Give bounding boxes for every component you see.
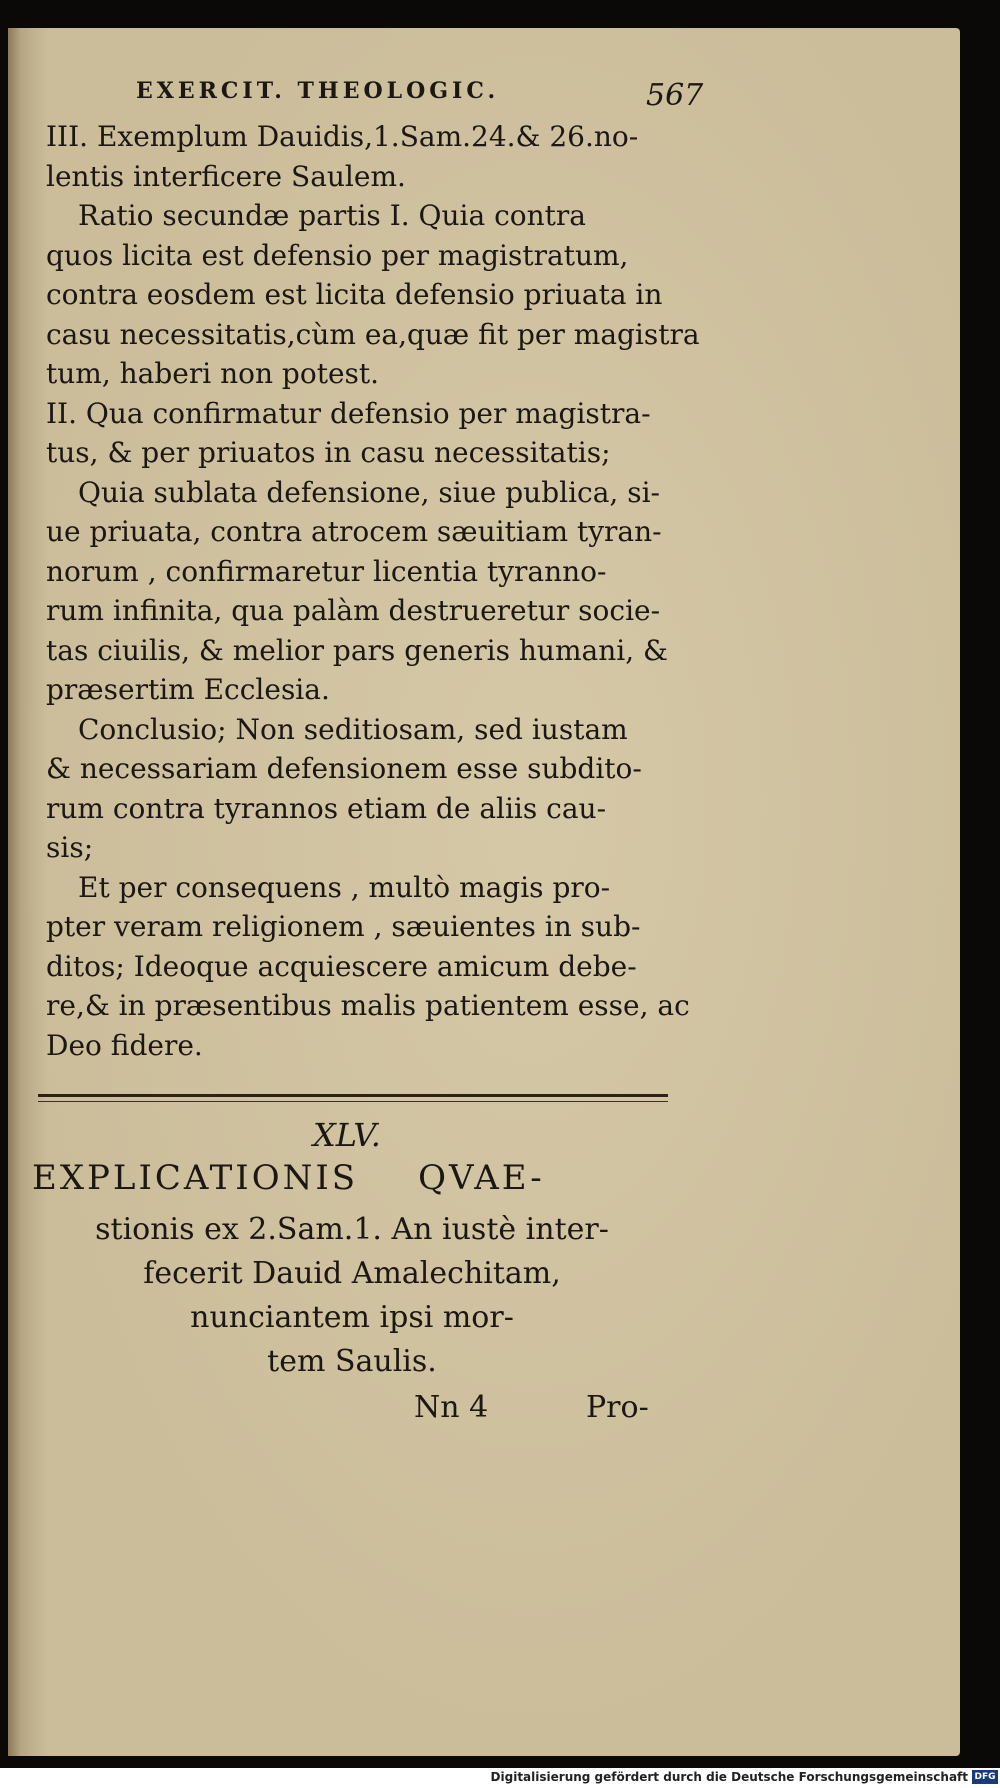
body-text xyxy=(46,117,700,1065)
catchword: Pro- xyxy=(586,1390,649,1425)
heading-line: fecerit Dauid Amalechitam, xyxy=(143,1256,561,1291)
text-line: rum infinita, qua palàm destrueretur socie- xyxy=(46,594,661,627)
section-heading-word: QVAE- xyxy=(418,1158,545,1198)
text-line: ue priuata, contra atrocem sæuitiam tyran- xyxy=(46,515,662,548)
text-line: pter veram religionem , sæuientes in sub- xyxy=(46,910,641,943)
text-line: sis; xyxy=(46,831,94,864)
text-line: tus, & per priuatos in casu necessitatis; xyxy=(46,436,611,469)
section-number: XLV. xyxy=(313,1116,381,1154)
text-line: Quia sublata defensione, siue publica, si- xyxy=(78,475,660,509)
text-line: Conclusio; Non seditiosam, sed iustam xyxy=(78,712,628,746)
footer-credit: Digitalisierung gefördert durch die Deutsche Forschungsgemeinschaft xyxy=(490,1770,968,1784)
section-heading-word: EXPLICATIONIS xyxy=(32,1158,359,1198)
text-line: Ratio secundæ partis I. Quia contra xyxy=(78,199,586,232)
text-line: III. Exemplum Dauidis,1.Sam.24.& 26.no- xyxy=(46,120,639,153)
text-line: ditos; Ideoque acquiescere amicum debe- xyxy=(46,949,637,983)
running-head: EXERCIT. THEOLOGIC. xyxy=(136,78,500,104)
section-subheading xyxy=(32,1208,672,1384)
text-line: quos licita est defensio per magistratum, xyxy=(46,238,629,272)
text-line: Deo fidere. xyxy=(46,1028,203,1062)
section-rule-thin xyxy=(38,1101,668,1102)
text-line: II. Qua confirmatur defensio per magistra- xyxy=(46,396,651,430)
text-line: re,& in præsentibus malis patientem esse, ac xyxy=(46,989,690,1022)
text-line: lentis interficere Saulem. xyxy=(46,159,406,193)
text-line: præsertim Ecclesia. xyxy=(46,673,330,706)
book-page xyxy=(8,28,960,1756)
text-line: casu necessitatis,cùm ea,quæ fit per magistra xyxy=(46,317,700,351)
section-rule xyxy=(38,1094,668,1097)
section-heading xyxy=(32,1158,672,1198)
heading-line: tem Saulis. xyxy=(267,1344,437,1379)
text-line: norum , confirmaretur licentia tyranno- xyxy=(46,554,607,588)
text-line: contra eosdem est licita defensio priuata in xyxy=(46,278,663,311)
text-line: tum, haberi non potest. xyxy=(46,357,380,390)
text-line: Et per consequens , multò magis pro- xyxy=(78,870,611,904)
heading-line: nunciantem ipsi mor- xyxy=(190,1300,514,1335)
page-number: 567 xyxy=(646,78,704,113)
footer-bar xyxy=(0,1768,1000,1788)
signature-mark: Nn 4 xyxy=(414,1390,489,1425)
text-line: rum contra tyrannos etiam de aliis cau- xyxy=(46,791,607,825)
text-line: tas ciuilis, & melior pars generis humani, & xyxy=(46,633,668,667)
page-gutter xyxy=(8,28,30,1756)
heading-line: stionis ex 2.Sam.1. An iustè inter- xyxy=(95,1212,609,1247)
dfg-logo: DFG xyxy=(972,1770,998,1784)
text-line: & necessariam defensionem esse subdito- xyxy=(46,752,642,785)
